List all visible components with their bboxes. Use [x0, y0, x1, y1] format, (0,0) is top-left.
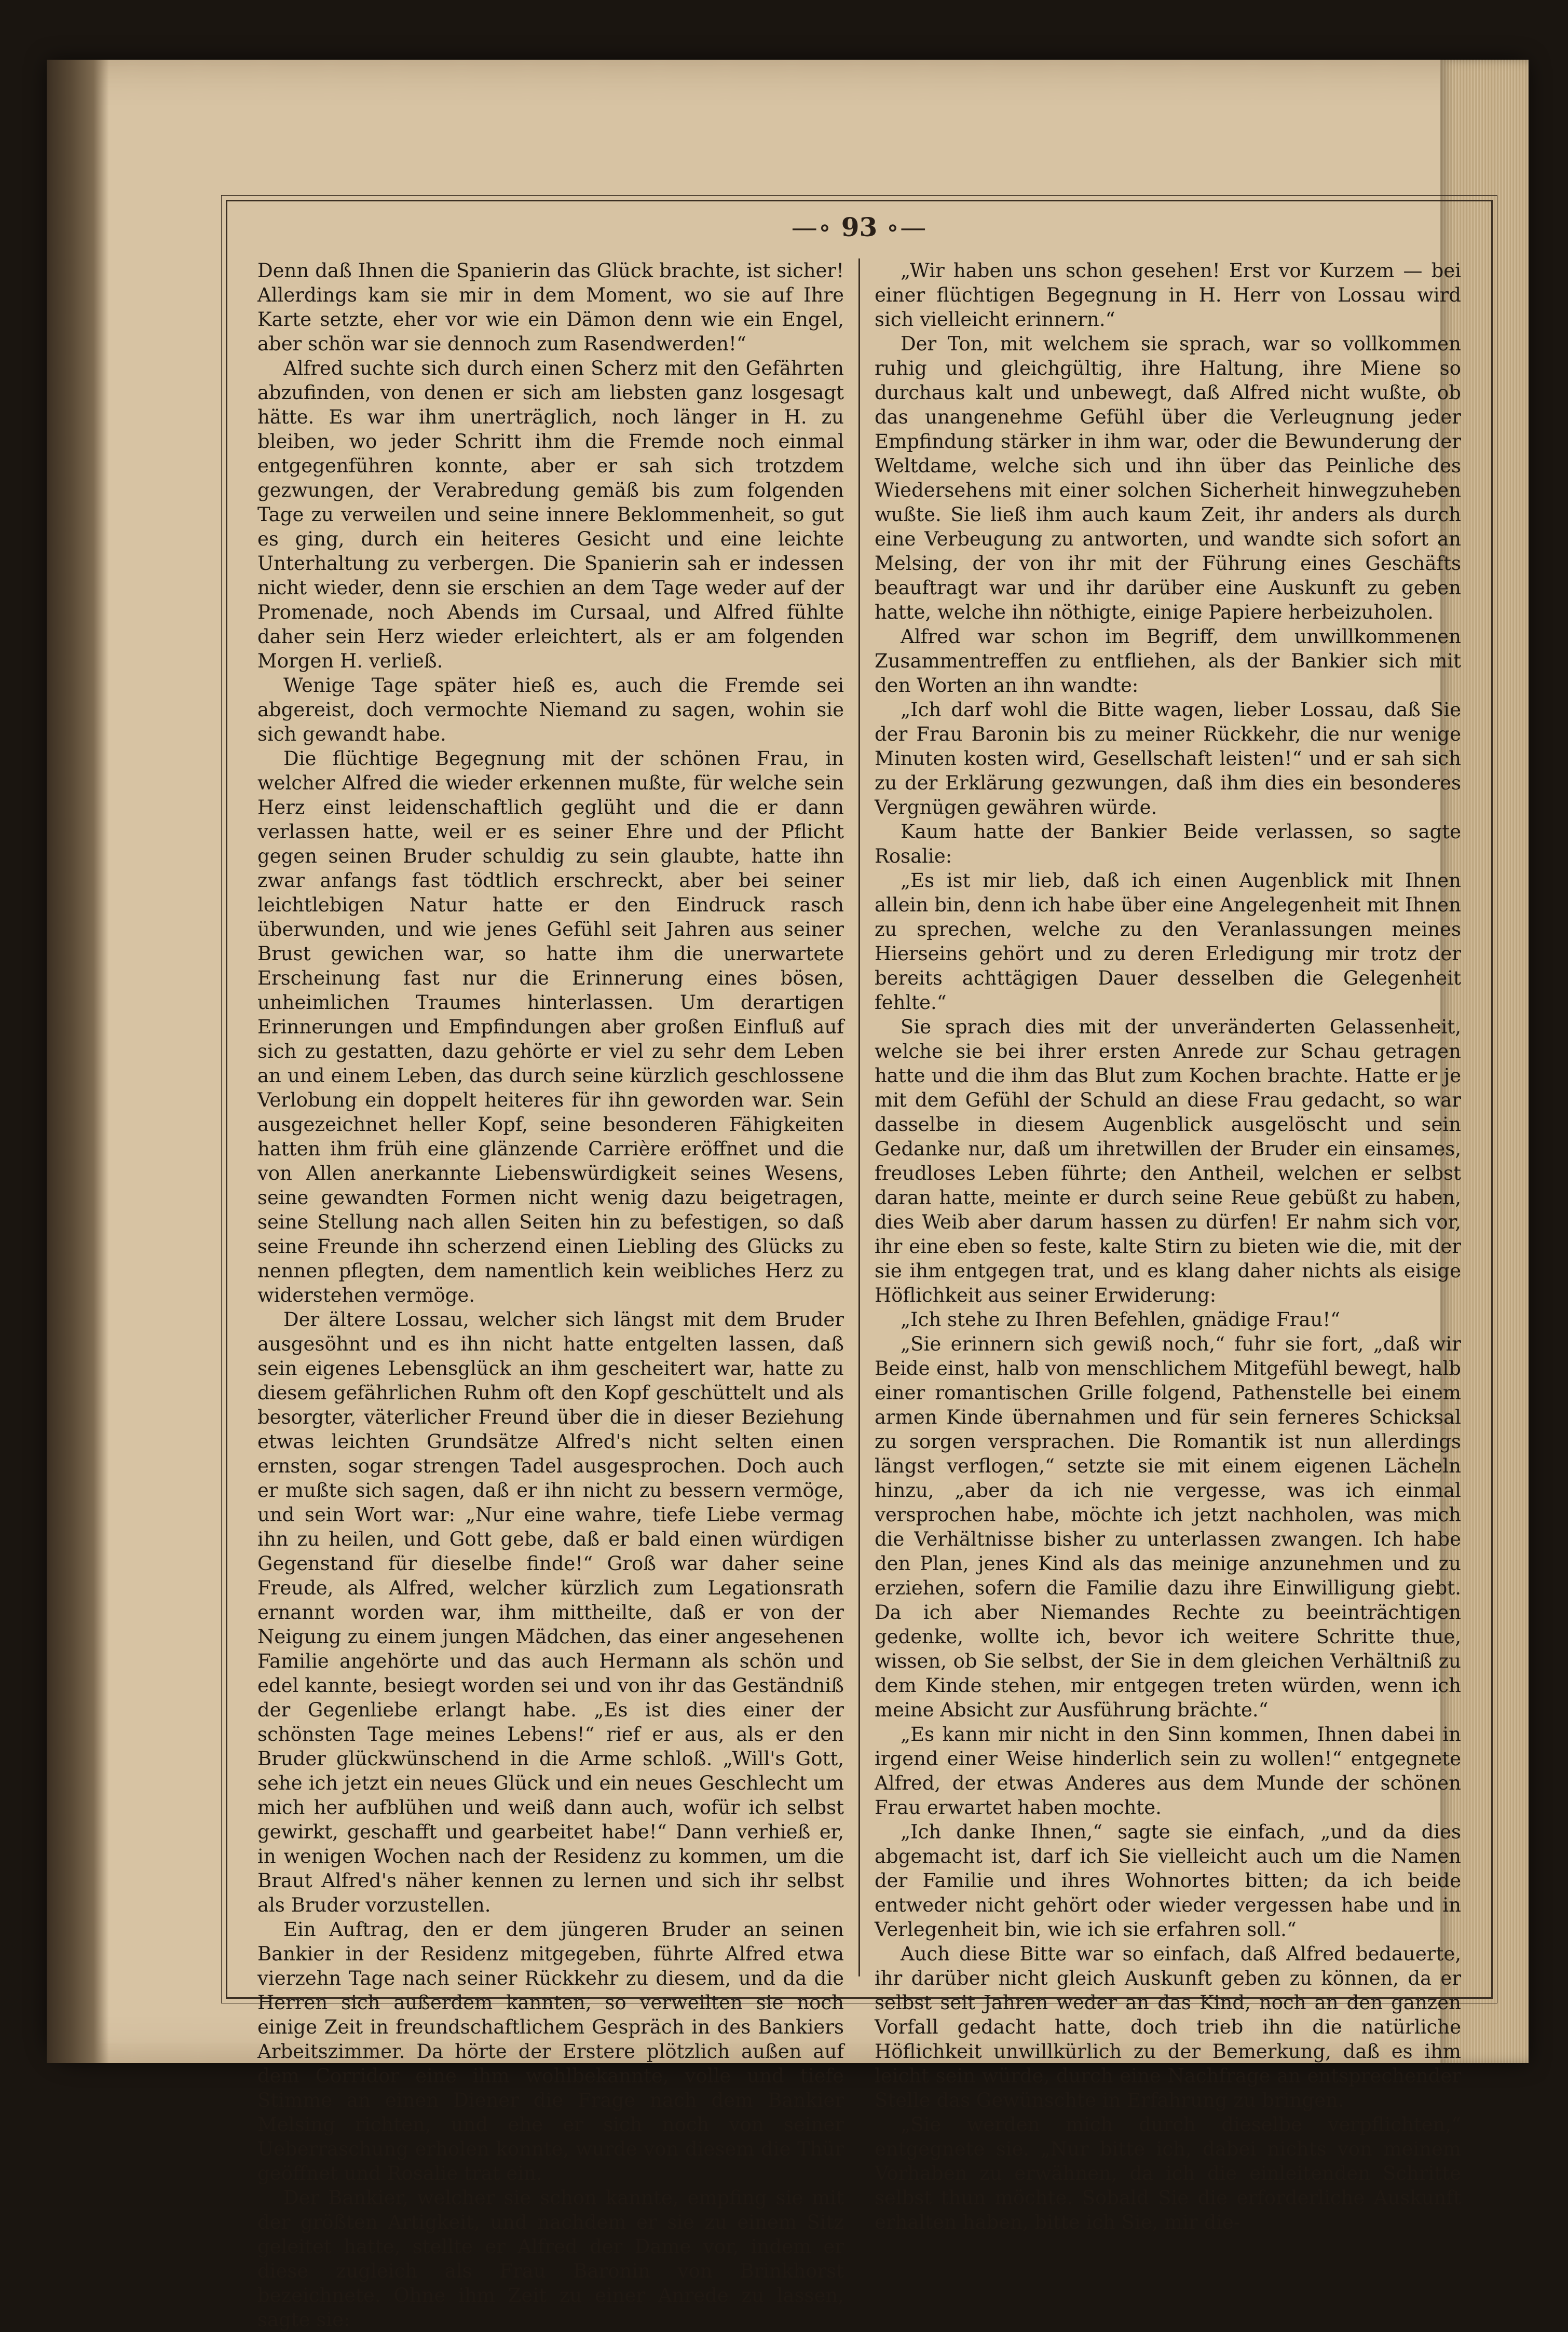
paragraph: Alfred war schon im Begriff, dem unwillkommenen Zusammentreffen zu entfliehen, als der Bankier sich mit den Worten an ihn wandte: [875, 625, 1461, 697]
text-frame [226, 200, 1493, 2331]
page-number-header [227, 212, 1491, 242]
paragraph: Der ältere Lossau, welcher sich längst mit dem Bruder ausgesöhnt und es ihn nicht hatte entgelten lassen, daß sein eigenes Lebensglück an ihm gescheitert war, hatte zu diesem gefährlichen Ruhm oft den Kopf geschüttelt und als besorgter, väterlicher Freund über die in dieser Beziehung etwas leichten Grundsätze Alfred's nicht selten einen ernsten, sogar strengen Tadel ausgesprochen. Doch auch er mußte sich sagen, daß er ihn nicht zu bessern vermöge, und sein Wort war: „Nur eine wahre, tiefe Liebe vermag ihn zu heilen, und Gott gebe, daß er bald einen würdigen Gegenstand für dieselbe finde!“ Groß war daher seine Freude, als Alfred, welcher kürzlich zum Legationsrath ernannt worden war, ihm mittheilte, daß er von der Neigung zu einem jungen Mädchen, das einer angesehenen Familie angehörte und das auch Hermann als schön und edel kannte, besiegt worden sei und von ihr das Geständniß der Gegenliebe erlangt habe. „Es ist dies einer der schönsten Tage meines Lebens!“ rief er aus, als er den Bruder glückwünschend in die Arme schloß. „Will's Gott, sehe ich jetzt ein neues Glück und ein neues Geschlecht um mich her aufblühen und weiß dann auch, wofür ich selbst gewirkt, geschafft und gearbeitet habe!“ Dann verhieß er, in wenigen Wochen nach der Residenz zu kommen, um die Braut Alfred's näher kennen zu lernen und sich ihr selbst als Bruder vorzustellen. [257, 1308, 844, 1916]
right-column [860, 258, 1476, 2233]
right-ornament: ∘— [886, 212, 928, 242]
paragraph: Der Ton, mit welchem sie sprach, war so vollkommen ruhig und gleichgültig, ihre Haltung, ihre Miene so durchaus kalt und unbewegt, daß Alfred nicht wußte, ob das unangenehme Gefühl über die Verleugnung jeder Empfindung stärker in ihm war, oder die Bewunderung der Weltdame, welche sich und ihn über das Peinliche des Wiedersehens mit einer solchen Sicherheit hinwegzuheben wußte. Sie ließ ihm auch kaum Zeit, ihr anders als durch eine Verbeugung zu antworten, und wandte sich sofort an Melsing, der von ihr mit der Führung eines Geschäfts beauftragt war und ihr darüber eine Auskunft zu geben hatte, welche ihn nöthigte, einige Papiere herbeizuholen. [875, 333, 1461, 623]
left-ornament: —∘ [791, 212, 833, 242]
paragraph: „Es kann mir nicht in den Sinn kommen, Ihnen dabei in irgend einer Weise hinderlich sein zu wollen!“ entgegnete Alfred, der etwas Anderes aus dem Munde der schönen Frau erwartet haben mochte. [875, 1723, 1461, 1819]
paragraph: Wenige Tage später hieß es, auch die Fremde sei abgereist, doch vermochte Niemand zu sagen, wohin sie sich gewandt habe. [257, 674, 844, 745]
paragraph: „Ich danke Ihnen,“ sagte sie einfach, „und da dies abgemacht ist, darf ich Sie vielleicht auch um die Namen der Familie und ihres Wohnortes bitten; da ich beide entweder nicht gehört oder wieder vergessen habe und in Verlegenheit bin, wie ich sie erfahren soll.“ [875, 1821, 1461, 1941]
paragraph: „Ich darf wohl die Bitte wagen, lieber Lossau, daß Sie der Frau Baronin bis zu meiner Rückkehr, die nur wenige Minuten kosten wird, Gesellschaft leisten!“ und er sah sich zu der Erklärung gezwungen, daß ihm dies ein besonderes Vergnügen gewähren würde. [875, 699, 1461, 819]
left-column [243, 258, 858, 2331]
paragraph: „Wir haben uns schon gesehen! Erst vor Kurzem — bei einer flüchtigen Begegnung in H. Herr von Lossau wird sich vielleicht erinnern.“ [875, 260, 1461, 331]
paragraph: „Ich stehe zu Ihren Befehlen, gnädige Frau!“ [901, 1308, 1341, 1331]
paragraph: Kaum hatte der Bankier Beide verlassen, so sagte Rosalie: [875, 821, 1461, 867]
book-page [47, 60, 1529, 2331]
paragraph: „Es ist mir lieb, daß ich einen Augenblick mit Ihnen allein bin, denn ich habe über eine Angelegenheit mit Ihnen zu sprechen, welche zu den Veranlassungen meines Hierseins gehört und zu deren Erledigung mir trotz der bereits achttägigen Dauer desselben die Gelegenheit fehlte.“ [875, 869, 1461, 1014]
paragraph: Denn daß Ihnen die Spanierin das Glück brachte, ist sicher! Allerdings kam sie mir in dem Moment, wo sie auf Ihre Karte setzte, eher vor wie ein Dämon denn wie ein Engel, aber schön war sie dennoch zum Rasendwerden!“ [257, 260, 844, 355]
paragraph: Die flüchtige Begegnung mit der schönen Frau, in welcher Alfred die wieder erkennen mußte, für welche sein Herz einst leidenschaftlich geglüht und die er dann verlassen hatte, weil er es seiner Ehre und der Pflicht gegen seinen Bruder schuldig zu sein glaubte, hatte ihn zwar anfangs fast tödtlich erschreckt, aber bei seiner leichtlebigen Natur hatte er den Eindruck rasch überwunden, und wie jenes Gefühl seit Jahren aus seiner Brust gewichen war, so hatte ihm die unerwartete Erscheinung fast nur die Erinnerung eines bösen, unheimlichen Traumes hinterlassen. Um derartigen Erinnerungen und Empfindungen aber großen Einfluß auf sich zu gestatten, dazu gehörte er viel zu sehr dem Leben an und einem Leben, das durch seine kürzlich geschlossene Verlobung ein doppelt heiteres für ihn geworden war. Sein ausgezeichnet heller Kopf, seine besonderen Fähigkeiten hatten ihm früh eine glänzende Carrière eröffnet und die von Allen anerkannte Liebenswürdigkeit seines Wesens, seine gewandten Formen nicht wenig dazu beigetragen, seine Stellung nach allen Seiten hin zu befestigen, so daß seine Freunde ihn scherzend einen Liebling des Glücks zu nennen pflegten, dem namentlich kein weibliches Herz zu widerstehen vermöge. [257, 747, 844, 1306]
paragraph: Sie sprach dies mit der unveränderten Gelassenheit, welche sie bei ihrer ersten Anrede zur Schau getragen hatte und die ihm das Blut zum Kochen brachte. Hatte er je mit dem Gefühl der Schuld an diese Frau gedacht, so war dasselbe in diesem Augenblick ausgelöscht und sein Gedanke nur, daß um ihretwillen der Bruder ein einsames, freudloses Leben führte; den Antheil, welchen er selbst daran hatte, meinte er durch seine Reue gebüßt zu haben, dies Weib aber darum hassen zu dürfen! Er nahm sich vor, ihr eine eben so feste, kalte Stirn zu bieten wie die, mit der sie ihm entgegen trat, und es klang daher nichts als eisige Höflichkeit aus seiner Erwiderung: [875, 1016, 1461, 1306]
paragraph: Alfred suchte sich durch einen Scherz mit den Gefährten abzufinden, von denen er sich am liebsten ganz losgesagt hätte. Es war ihm unerträglich, noch länger in H. zu bleiben, wo jeder Schritt ihm die Fremde noch einmal entgegenführen konnte, aber er sah sich trotzdem gezwungen, der Verabredung gemäß bis zum folgenden Tage zu verweilen und seine innere Beklommenheit, so gut es ging, durch ein heiteres Gesicht und eine leichte Unterhaltung zu verbergen. Die Spanierin sah er indessen nicht wieder, denn sie erschien an dem Tage weder auf der Promenade, noch Abends im Cursaal, und Alfred fühlte daher sein Herz wieder erleichtert, als er am folgenden Morgen H. verließ. [257, 357, 844, 672]
text-columns [243, 258, 1476, 2331]
page-number: 93 [841, 212, 878, 242]
paragraph: „Sie erinnern sich gewiß noch,“ fuhr sie fort, „daß wir Beide einst, halb von menschlichem Mitgefühl bewegt, halb einer romantischen Grille folgend, Pathenstelle bei einem armen Kinde übernahmen und für sein ferneres Schicksal zu sorgen versprachen. Die Romantik ist nun allerdings längst verflogen,“ setzte sie mit einem eigenen Lächeln hinzu, „aber da ich nie vergesse, was ich einmal versprochen habe, möchte ich jetzt nachholen, was mich die Verhältnisse bisher zu unterlassen zwangen. Ich habe den Plan, jenes Kind als das meinige anzunehmen und zu erziehen, sofern die Familie dazu ihre Einwilligung giebt. Da ich aber Niemandes Rechte zu beeinträchtigen gedenke, wollte ich, bevor ich weitere Schritte thue, wissen, ob Sie selbst, der Sie in dem gleichen Verhältniß zu dem Kinde stehen, mir entgegen treten würden, wenn ich meine Absicht zur Ausführung brächte.“ [875, 1333, 1461, 1721]
paragraph: „Sie werden mich durch dieselbe verpflichten,“ entgegnete sie. „Nur bitte ich, dabei nichts von meinem Vorhaben zu erwähnen, da ich die einleitenden Schritte selbst thun möchte. Sobald Sie die erforderliche Auskunft erhalten haben, bitte ich Sie, mir die- [875, 2113, 1461, 2233]
paragraph: Der Bankier, welcher sie schon kannte, empfing sie mit der größten Artigkeit, und nachdem er sie zu einem Sitz geleitet hatte, stellte er Alfred der Dame vor, indem er diese zugleich als Frau Baronin von Brinkhorst bezeichnete. Ohne ihm Zeit zu einer Anrede zu lassen, sagte sie: [257, 2187, 844, 2331]
book-spine [47, 60, 109, 2063]
paragraph: Auch diese Bitte war so einfach, daß Alfred bedauerte, ihr darüber nicht gleich Auskunft geben zu können, da er selbst seit Jahren weder an das Kind, noch an den ganzen Vorfall gedacht hatte, doch trieb ihn die natürliche Höflichkeit unwillkürlich zu der Bemerkung, daß es ihm leicht sein würde, durch eine Nachfrage an entsprechender Stelle das Gewünschte in Erfahrung zu bringen. [875, 1943, 1461, 2111]
paragraph: Ein Auftrag, den er dem jüngeren Bruder an seinen Bankier in der Residenz mitgegeben, führte Alfred etwa vierzehn Tage nach seiner Rückkehr zu diesem, und da die Herren sich außerdem kannten, so verweilten sie noch einige Zeit in freundschaftlichem Gespräch in des Bankiers Arbeitszimmer. Da hörte der Erstere plötzlich außen auf dem Corridor eine ihm wohlbekannte, volle und tiefe Stimme an einen Diener die Frage nach dem Bankier Melsing richten, und ehe er sich noch von seiner Ueberraschung erholen konnte, wurde von diesem die Thür geöffnet und Rosalie trat ein. [257, 1918, 844, 2185]
